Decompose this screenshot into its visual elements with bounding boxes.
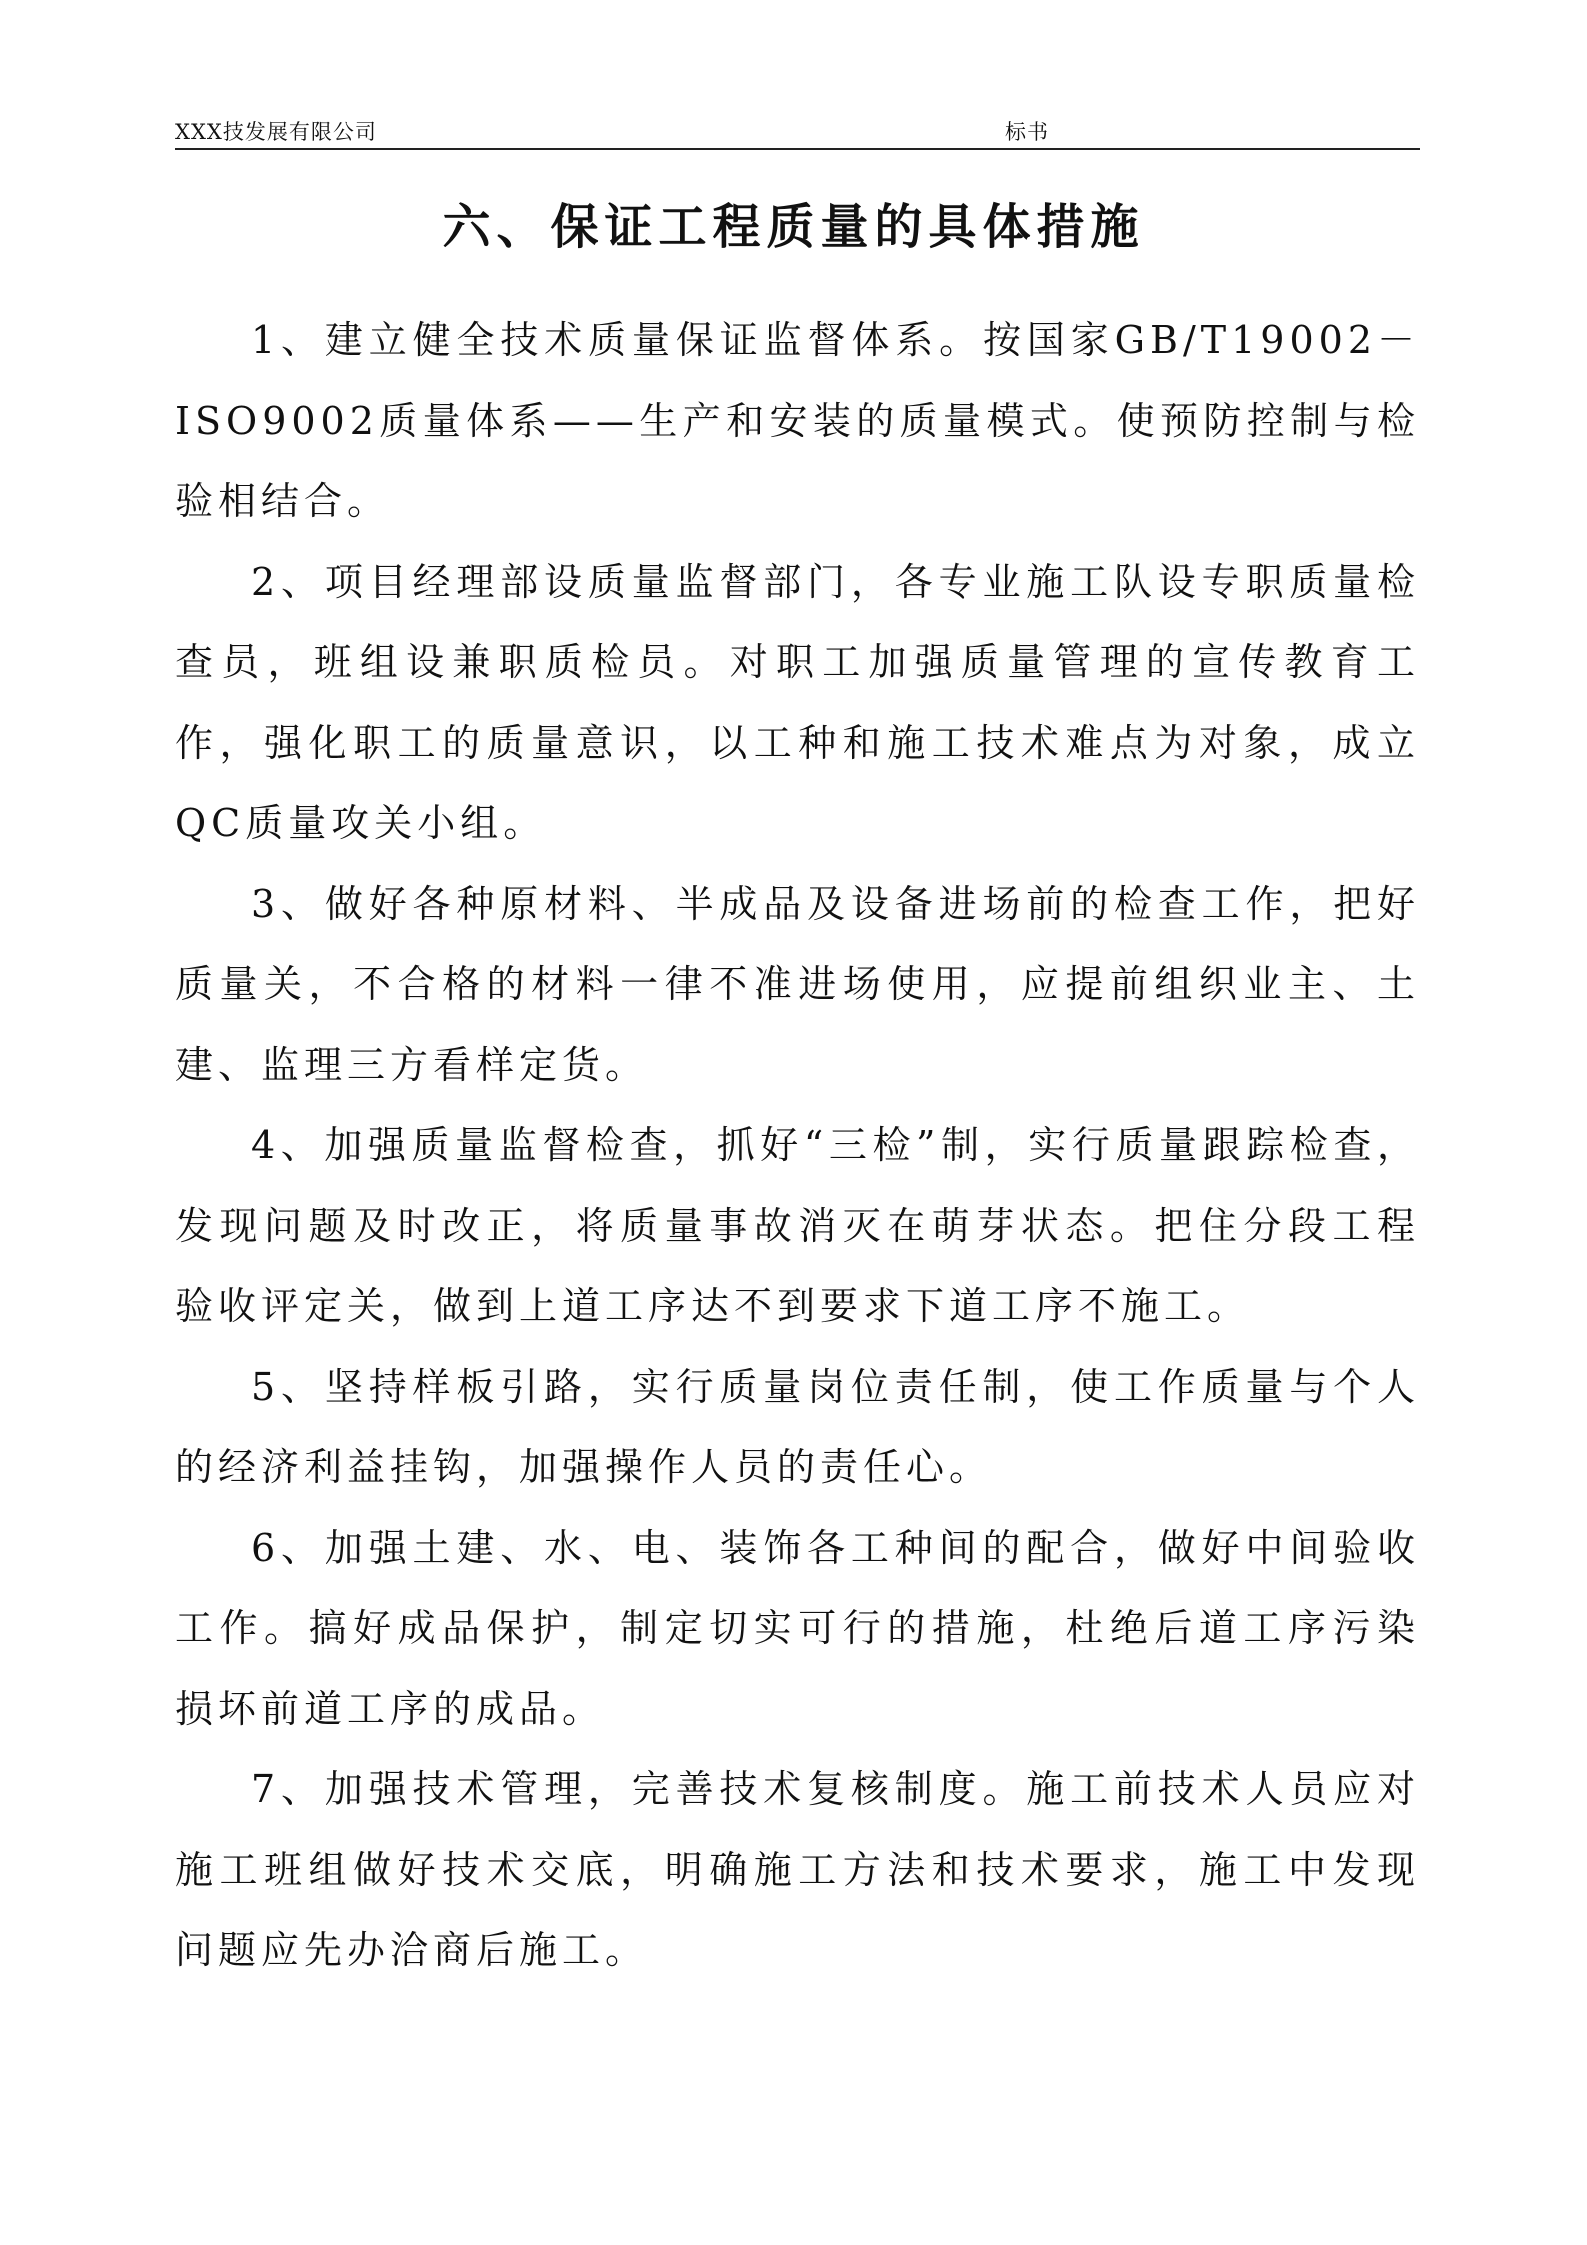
measure-paragraph-2: 2、项目经理部设质量监督部门，各专业施工队设专职质量检查员，班组设兼职质检员。对职工加强质量管理的宣传教育工作，强化职工的质量意识，以工种和施工技术难点为对象，成立QC质量攻关小组。 — [175, 559, 1420, 845]
section-title: 六、保证工程质量的具体措施 — [442, 199, 1145, 255]
header-document-type: 标书 — [1005, 120, 1049, 144]
measure-paragraph-1: 1、建立健全技术质量保证监督体系。按国家GB/T19002－ISO9002质量体系——生产和安装的质量模式。使预防控制与检验相结合。 — [175, 318, 1420, 523]
page-header — [175, 112, 1420, 150]
measure-paragraph-4: 4、加强质量监督检查，抓好“三检”制，实行质量跟踪检查，发现问题及时改正，将质量事故消灭在萌芽状态。把住分段工程验收评定关，做到上道工序达不到要求下道工序不施工。 — [175, 1123, 1420, 1328]
header-company-name: XXX技发展有限公司 — [175, 120, 377, 144]
measure-paragraph-3: 3、做好各种原材料、半成品及设备进场前的检查工作，把好质量关，不合格的材料一律不准进场使用，应提前组织业主、土建、监理三方看样定货。 — [175, 881, 1420, 1087]
measure-paragraph-6: 6、加强土建、水、电、装饰各工种间的配合，做好中间验收工作。搞好成品保护，制定切实可行的措施，杜绝后道工序污染损坏前道工序的成品。 — [175, 1525, 1420, 1731]
measure-paragraph-7: 7、加强技术管理，完善技术复核制度。施工前技术人员应对施工班组做好技术交底，明确施工方法和技术要求，施工中发现问题应先办洽商后施工。 — [175, 1767, 1420, 1972]
measure-paragraph-5: 5、坚持样板引路，实行质量岗位责任制，使工作质量与个人的经济利益挂钩，加强操作人员的责任心。 — [175, 1364, 1420, 1489]
measures-body — [175, 300, 1420, 1991]
